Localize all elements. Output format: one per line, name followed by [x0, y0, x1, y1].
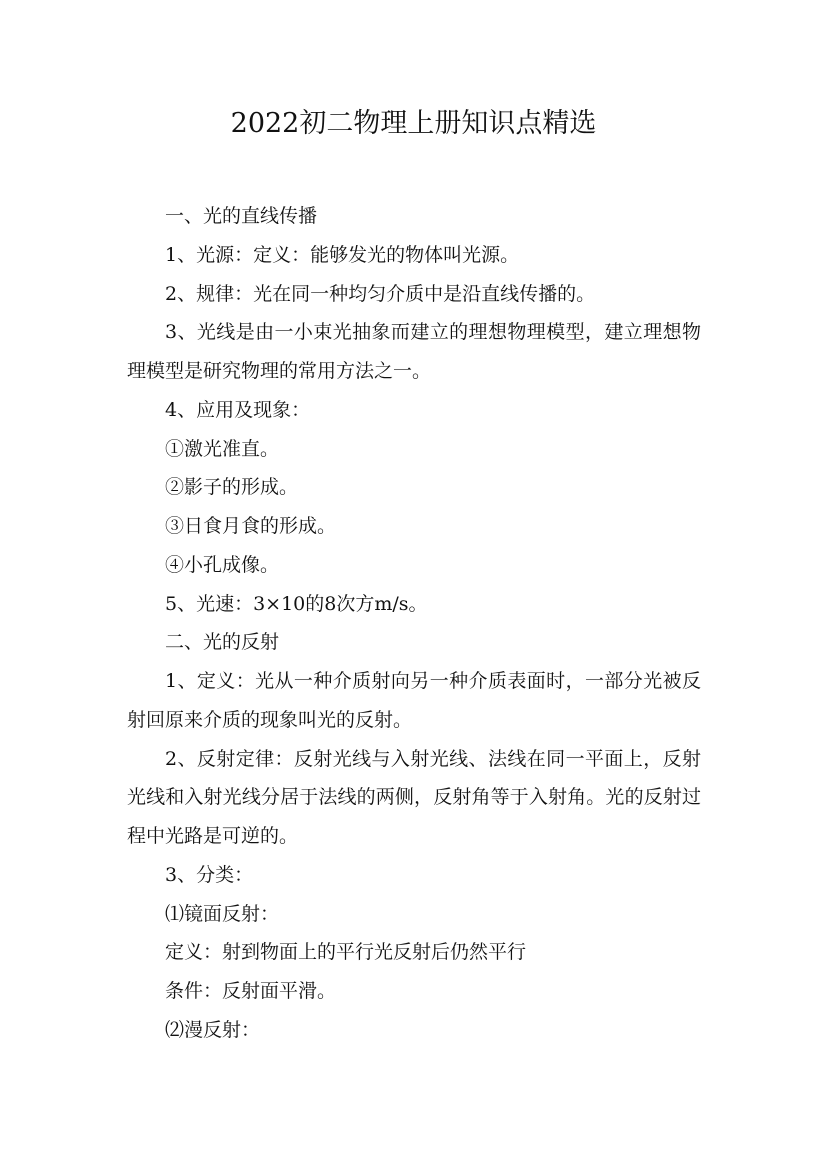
list-item: ①激光准直。	[165, 437, 280, 460]
paragraph: 2、规律：光在同一种均匀介质中是沿直线传播的。	[165, 282, 596, 305]
paragraph: 1、定义：光从一种介质射向另一种介质表面时，一部分光被反射回原来介质的现象叫光的反射。	[127, 670, 701, 731]
paragraph: 4、应用及现象：	[165, 398, 311, 421]
paragraph: 定义：射到物面上的平行光反射后仍然平行	[165, 941, 527, 964]
paragraph: 3、光线是由一小束光抽象而建立的理想物理模型，建立理想物理模型是研究物理的常用方法之一。	[127, 321, 701, 382]
document-body	[127, 197, 701, 1050]
paragraph: 3、分类：	[165, 863, 254, 886]
list-item: ③日食月食的形成。	[165, 515, 337, 537]
list-item: ④小孔成像。	[165, 553, 280, 576]
document-title: 2022初二物理上册知识点精选	[230, 108, 597, 139]
list-item: ⑴镜面反射：	[165, 902, 280, 925]
paragraph: 5、光速：3×10的8次方m/s。	[165, 592, 428, 615]
list-item: ②影子的形成。	[165, 476, 299, 499]
section-heading: 一、光的直线传播	[165, 205, 318, 227]
paragraph: 1、光源：定义：能够发光的物体叫光源。	[165, 243, 520, 266]
paragraph: 条件：反射面平滑。	[165, 980, 337, 1002]
list-item: ⑵漫反射：	[165, 1018, 261, 1041]
paragraph: 2、反射定律：反射光线与入射光线、法线在同一平面上，反射光线和入射光线分居于法线的两侧，反射角等于入射角。光的反射过程中光路是可逆的。	[127, 747, 701, 847]
section-heading: 二、光的反射	[165, 631, 280, 654]
